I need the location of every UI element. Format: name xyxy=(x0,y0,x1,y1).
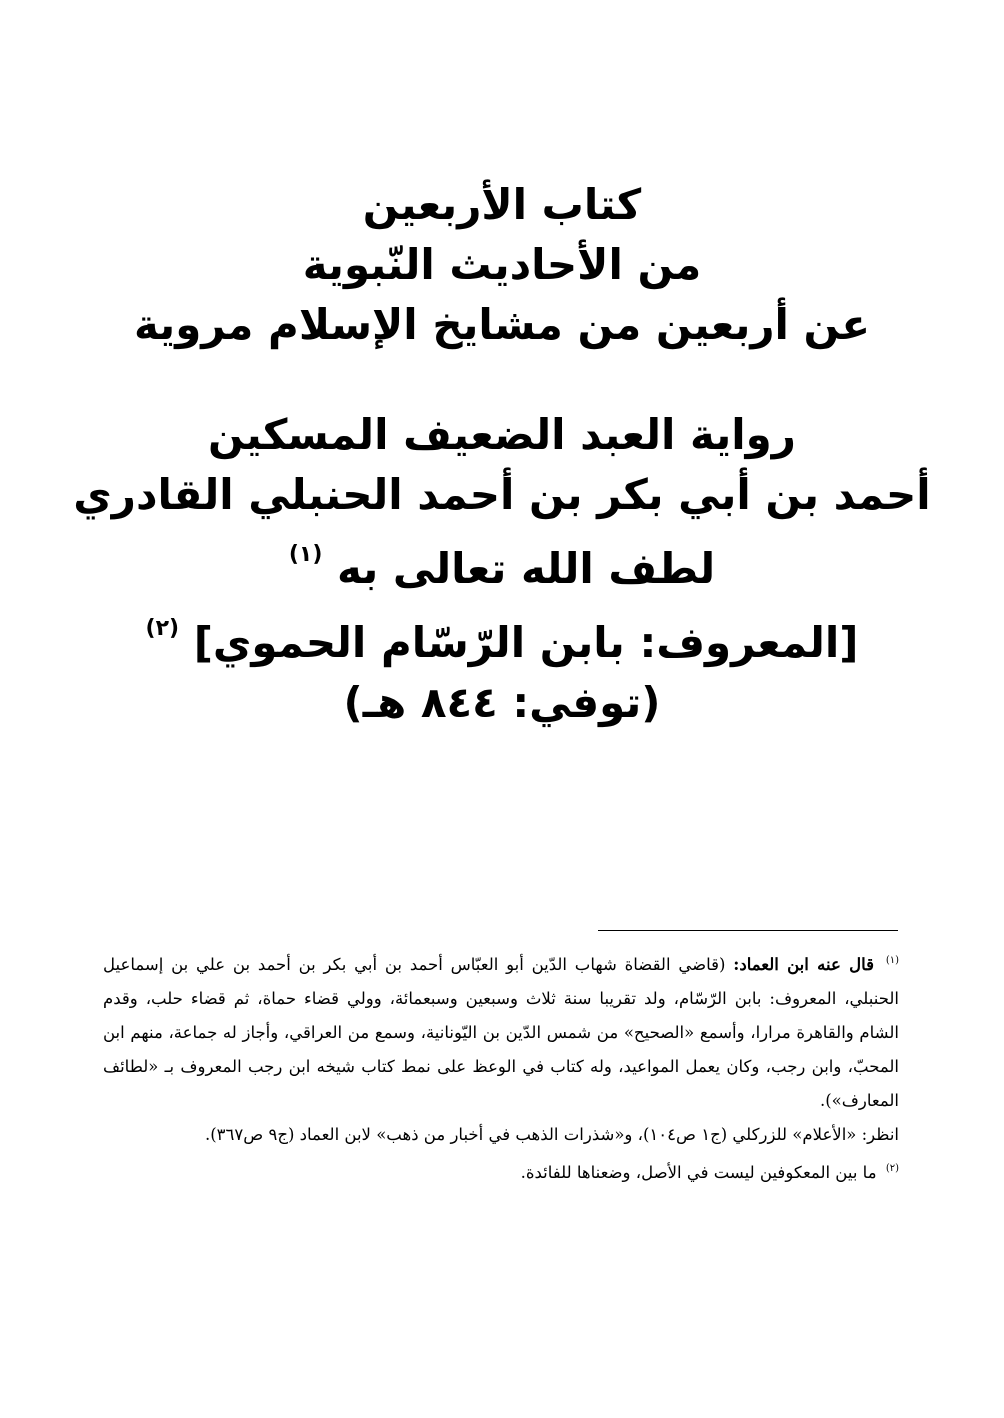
footnote-1-body: (قاضي القضاة شهاب الدّين أبو العبّاس أحمد بن أبي بكر بن أحمد بن علي بن إسماعيل الحنبلي، المعروف: بابن الرّسّام، ولد تقريبا سنة ثلاث وسبعين وسبعمائة، وولي قضاء حماة، ثم قضاء حلب، وقدم الشام والقاهرة مرارا، وأسمع «الصحيح» من شمس الدّين بن اليّونانية، وسمع من العراقي، وأجاز له جماعة، منهم ابن المحبّ، وابن رجب، وكان يعمل المواعيد، وله كتاب في الوعظ على نمط كتاب شيخه ابن رجب المعروف بـ «لطائف المعارف»). xyxy=(103,955,899,1110)
title-line-2: من الأحاديث النّبوية xyxy=(302,240,702,289)
title-line-5: أحمد بن أبي بكر بن أحمد الحنبلي القادري xyxy=(73,470,931,519)
title-line-6 xyxy=(60,525,944,599)
title-line-1: كتاب الأربعين xyxy=(362,180,642,229)
footnotes xyxy=(103,944,899,1190)
footnote-1-marker: (١) xyxy=(885,955,899,966)
footnote-1 xyxy=(103,944,899,1118)
title-line-7-text: [المعروف: بابن الرّسّام الحموي] xyxy=(193,618,859,667)
footnote-separator xyxy=(598,930,898,931)
title-line-7 xyxy=(60,599,944,673)
footnote-1-references: انظر: «الأعلام» للزركلي (ج١ ص١٠٤)، و«شذرات الذهب في أخبار من ذهب» لابن العماد (ج٩ ص٣٦٧). xyxy=(204,1125,899,1144)
title-line-6-text: لطف الله تعالى به xyxy=(337,544,716,593)
footnote-2-body: ما بين المعكوفين ليست في الأصل، وضعناها للفائدة. xyxy=(520,1163,877,1182)
footnote-2-marker: (٢) xyxy=(885,1163,899,1174)
footnote-1-lead: قال عنه ابن العماد: xyxy=(733,955,875,974)
title-line-3: عن أربعين من مشايخ الإسلام مروية xyxy=(133,300,871,349)
footnote-2 xyxy=(103,1152,899,1190)
title-line-4: رواية العبد الضعيف المسكين xyxy=(208,410,796,459)
footnote-ref-1[interactable]: (١) xyxy=(288,542,323,567)
footnote-ref-2[interactable]: (٢) xyxy=(145,616,180,641)
title-line-8: (توفي: ٨٤٤ هـ) xyxy=(343,678,661,727)
title-block xyxy=(60,175,944,733)
